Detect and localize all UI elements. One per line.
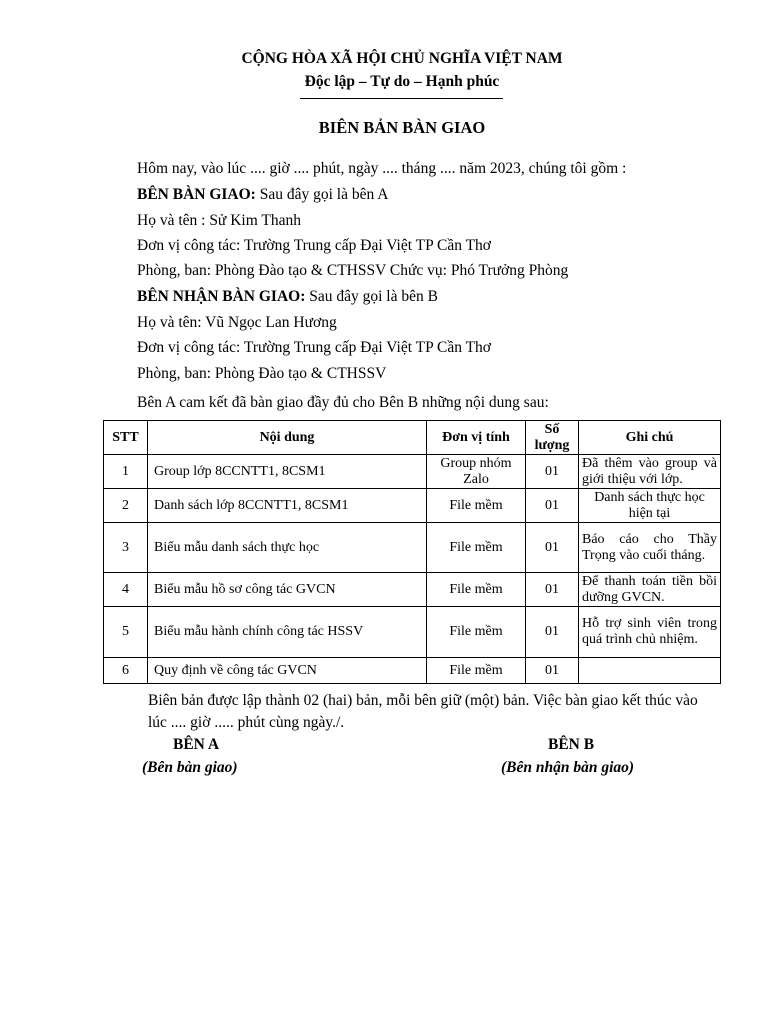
party-a-signature-title: BÊN A (173, 736, 220, 753)
party-b-heading-line (137, 288, 438, 306)
header-qty: Số lượng (526, 421, 579, 455)
party-b-signature-title: BÊN B (548, 736, 595, 753)
cell-note (579, 658, 721, 684)
cell-note: Hỗ trợ sinh viên trong quá trình chủ nhiệm. (579, 607, 721, 658)
cell-content: Biểu mẫu hồ sơ công tác GVCN (148, 573, 427, 607)
cell-note: Danh sách thực học hiện tại (579, 489, 721, 523)
table-row (104, 658, 721, 684)
cell-qty: 01 (526, 455, 579, 489)
cell-qty: 01 (526, 523, 579, 573)
cell-note: Báo cáo cho Thầy Trọng vào cuối tháng. (579, 523, 721, 573)
cell-qty: 01 (526, 573, 579, 607)
motto-header: Độc lập – Tự do – Hạnh phúc (304, 73, 500, 90)
table-row (104, 607, 721, 658)
party-b-heading-rest: Sau đây gọi là bên B (305, 288, 438, 305)
party-a-dept: Phòng, ban: Phòng Đào tạo & CTHSSV Chức vụ: Phó Trưởng Phòng (137, 262, 569, 279)
closing-paragraph: Biên bản được lập thành 02 (hai) bản, mỗi bên giữ (một) bản. Việc bàn giao kết thúc vào lúc .... giờ ..... phút cùng ngày./. (148, 692, 698, 731)
cell-content: Biểu mẫu danh sách thực học (148, 523, 427, 573)
party-a-name: Họ và tên : Sử Kim Thanh (137, 212, 301, 229)
party-b-unit: Đơn vị công tác: Trường Trung cấp Đại Việt TP Cần Thơ (137, 339, 491, 356)
header-divider (300, 98, 503, 99)
cell-stt: 2 (104, 489, 148, 523)
cell-unit: File mềm (427, 607, 526, 658)
header-note: Ghi chú (579, 421, 721, 455)
header-stt: STT (104, 421, 148, 455)
cell-content: Group lớp 8CCNTT1, 8CSM1 (148, 455, 427, 489)
header-content: Nội dung (148, 421, 427, 455)
cell-content: Biểu mẫu hành chính công tác HSSV (148, 607, 427, 658)
cell-unit: File mềm (427, 658, 526, 684)
header-unit: Đơn vị tính (427, 421, 526, 455)
table-row (104, 523, 721, 573)
cell-content: Danh sách lớp 8CCNTT1, 8CSM1 (148, 489, 427, 523)
cell-unit: File mềm (427, 523, 526, 573)
party-a-heading: BÊN BÀN GIAO: (137, 186, 256, 203)
cell-unit: File mềm (427, 573, 526, 607)
cell-content: Quy định về công tác GVCN (148, 658, 427, 684)
document-title: BIÊN BẢN BÀN GIAO (318, 118, 486, 137)
party-a-heading-rest: Sau đây gọi là bên A (255, 186, 389, 203)
party-b-dept: Phòng, ban: Phòng Đào tạo & CTHSSV (137, 365, 387, 382)
cell-qty: 01 (526, 607, 579, 658)
cell-stt: 3 (104, 523, 148, 573)
cell-note: Đã thêm vào group và giới thiệu với lớp. (579, 455, 721, 489)
party-a-heading-line (137, 186, 388, 204)
party-b-signature-subtitle: (Bên nhận bàn giao) (501, 759, 635, 776)
party-b-heading: BÊN NHẬN BÀN GIAO: (137, 288, 306, 305)
table-header-row (104, 421, 721, 455)
table-row (104, 455, 721, 489)
commitment-line: Bên A cam kết đã bàn giao đầy đủ cho Bên B những nội dung sau: (137, 394, 549, 411)
cell-unit: File mềm (427, 489, 526, 523)
handover-table (103, 420, 721, 684)
cell-stt: 5 (104, 607, 148, 658)
party-a-signature-subtitle: (Bên bàn giao) (142, 759, 238, 776)
party-b-name: Họ và tên: Vũ Ngọc Lan Hương (137, 314, 337, 331)
party-a-unit: Đơn vị công tác: Trường Trung cấp Đại Việt TP Cần Thơ (137, 237, 491, 254)
cell-qty: 01 (526, 489, 579, 523)
cell-stt: 6 (104, 658, 148, 684)
cell-stt: 4 (104, 573, 148, 607)
cell-stt: 1 (104, 455, 148, 489)
intro-line: Hôm nay, vào lúc .... giờ .... phút, ngày .... tháng .... năm 2023, chúng tôi gồm : (137, 160, 627, 177)
cell-unit: Group nhóm Zalo (427, 455, 526, 489)
cell-note: Để thanh toán tiền bồi dưỡng GVCN. (579, 573, 721, 607)
nation-header: CỘNG HÒA XÃ HỘI CHỦ NGHĨA VIỆT NAM (241, 50, 563, 67)
cell-qty: 01 (526, 658, 579, 684)
table-row (104, 489, 721, 523)
table-row (104, 573, 721, 607)
